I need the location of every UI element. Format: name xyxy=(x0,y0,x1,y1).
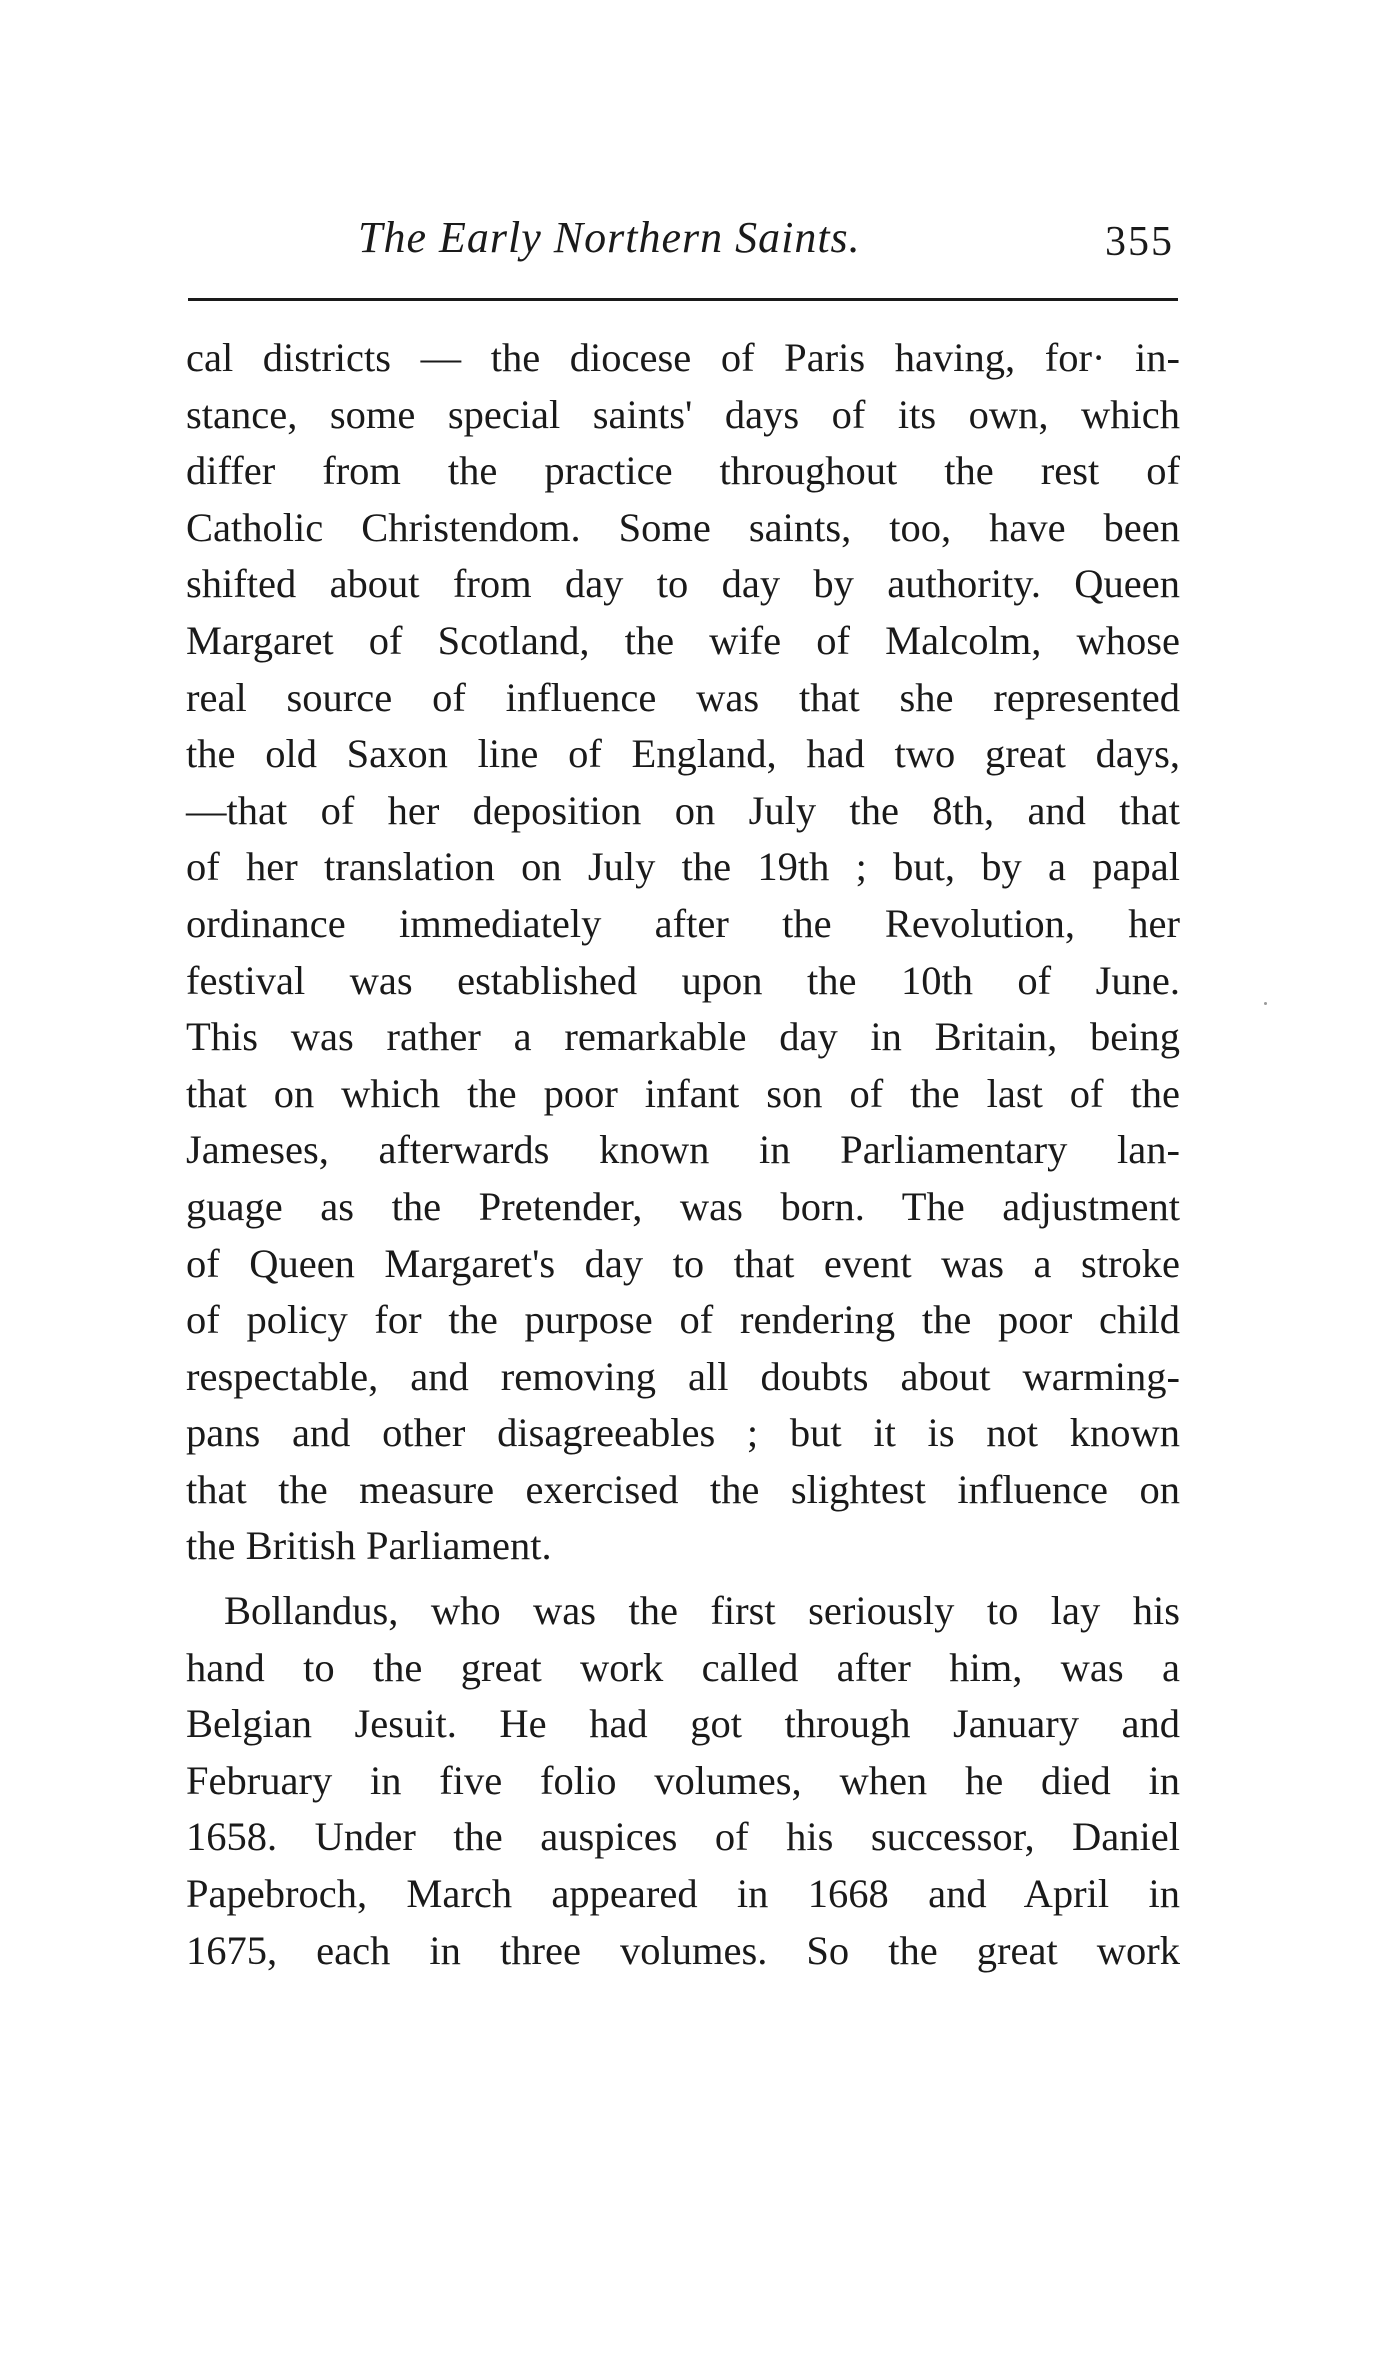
text-line: guage as the Pretender, was born. The adjustment xyxy=(186,1183,1180,1229)
text-line: the British Parliament. xyxy=(186,1523,552,1569)
running-title: The Early Northern Saints. xyxy=(358,213,861,262)
text-line: that the measure exercised the slightest influence on xyxy=(186,1466,1180,1512)
paragraph-gap xyxy=(186,1575,1180,1583)
page-header xyxy=(188,212,1180,284)
text-line: stance, some special saints' days of its own, which xyxy=(186,391,1180,437)
header-rule xyxy=(188,298,1178,301)
paper-speck xyxy=(1264,1002,1267,1005)
text-line: Belgian Jesuit. He had got through January and xyxy=(186,1701,1180,1747)
text-line: respectable, and removing all doubts about warming- xyxy=(186,1353,1180,1399)
text-line: pans and other disagreeables ; but it is not known xyxy=(186,1410,1180,1456)
text-line: Papebroch, March appeared in 1668 and April in xyxy=(186,1871,1180,1917)
text-line: —that of her deposition on July the 8th, and that xyxy=(186,787,1180,833)
text-line: of policy for the purpose of rendering the poor child xyxy=(186,1297,1180,1343)
text-line: Jameses, afterwards known in Parliamentary lan- xyxy=(186,1127,1180,1173)
text-line: ordinance immediately after the Revolution, her xyxy=(186,900,1180,946)
text-line: festival was established upon the 10th of June. xyxy=(186,957,1180,1003)
text-line: of Queen Margaret's day to that event was a stroke xyxy=(186,1240,1180,1286)
text-line: February in five folio volumes, when he died in xyxy=(186,1757,1180,1803)
paragraph-1 xyxy=(186,330,1180,1575)
text-line: This was rather a remarkable day in Britain, being xyxy=(186,1014,1180,1060)
text-line: real source of influence was that she represented xyxy=(186,674,1180,720)
text-line: 1658. Under the auspices of his successor, Daniel xyxy=(186,1814,1180,1860)
text-line: Margaret of Scotland, the wife of Malcolm, whose xyxy=(186,617,1180,663)
body-text xyxy=(186,330,1180,1979)
text-line: cal districts — the diocese of Paris having, for· in- xyxy=(186,335,1180,380)
text-line: the old Saxon line of England, had two great days, xyxy=(186,731,1180,777)
text-line: Catholic Christendom. Some saints, too, have been xyxy=(186,504,1180,550)
paragraph-2 xyxy=(186,1583,1180,1979)
text-line: shifted about from day to day by authority. Queen xyxy=(186,561,1180,607)
page-number: 355 xyxy=(1105,219,1174,265)
text-line: 1675, each in three volumes. So the great work xyxy=(186,1927,1180,1973)
text-line: hand to the great work called after him, was a xyxy=(186,1644,1180,1690)
text-line: Bollandus, who was the first seriously to lay his xyxy=(224,1588,1180,1634)
text-line: of her translation on July the 19th ; but, by a papal xyxy=(186,844,1180,890)
text-line: that on which the poor infant son of the last of the xyxy=(186,1070,1180,1116)
text-line: differ from the practice throughout the rest of xyxy=(186,448,1180,494)
